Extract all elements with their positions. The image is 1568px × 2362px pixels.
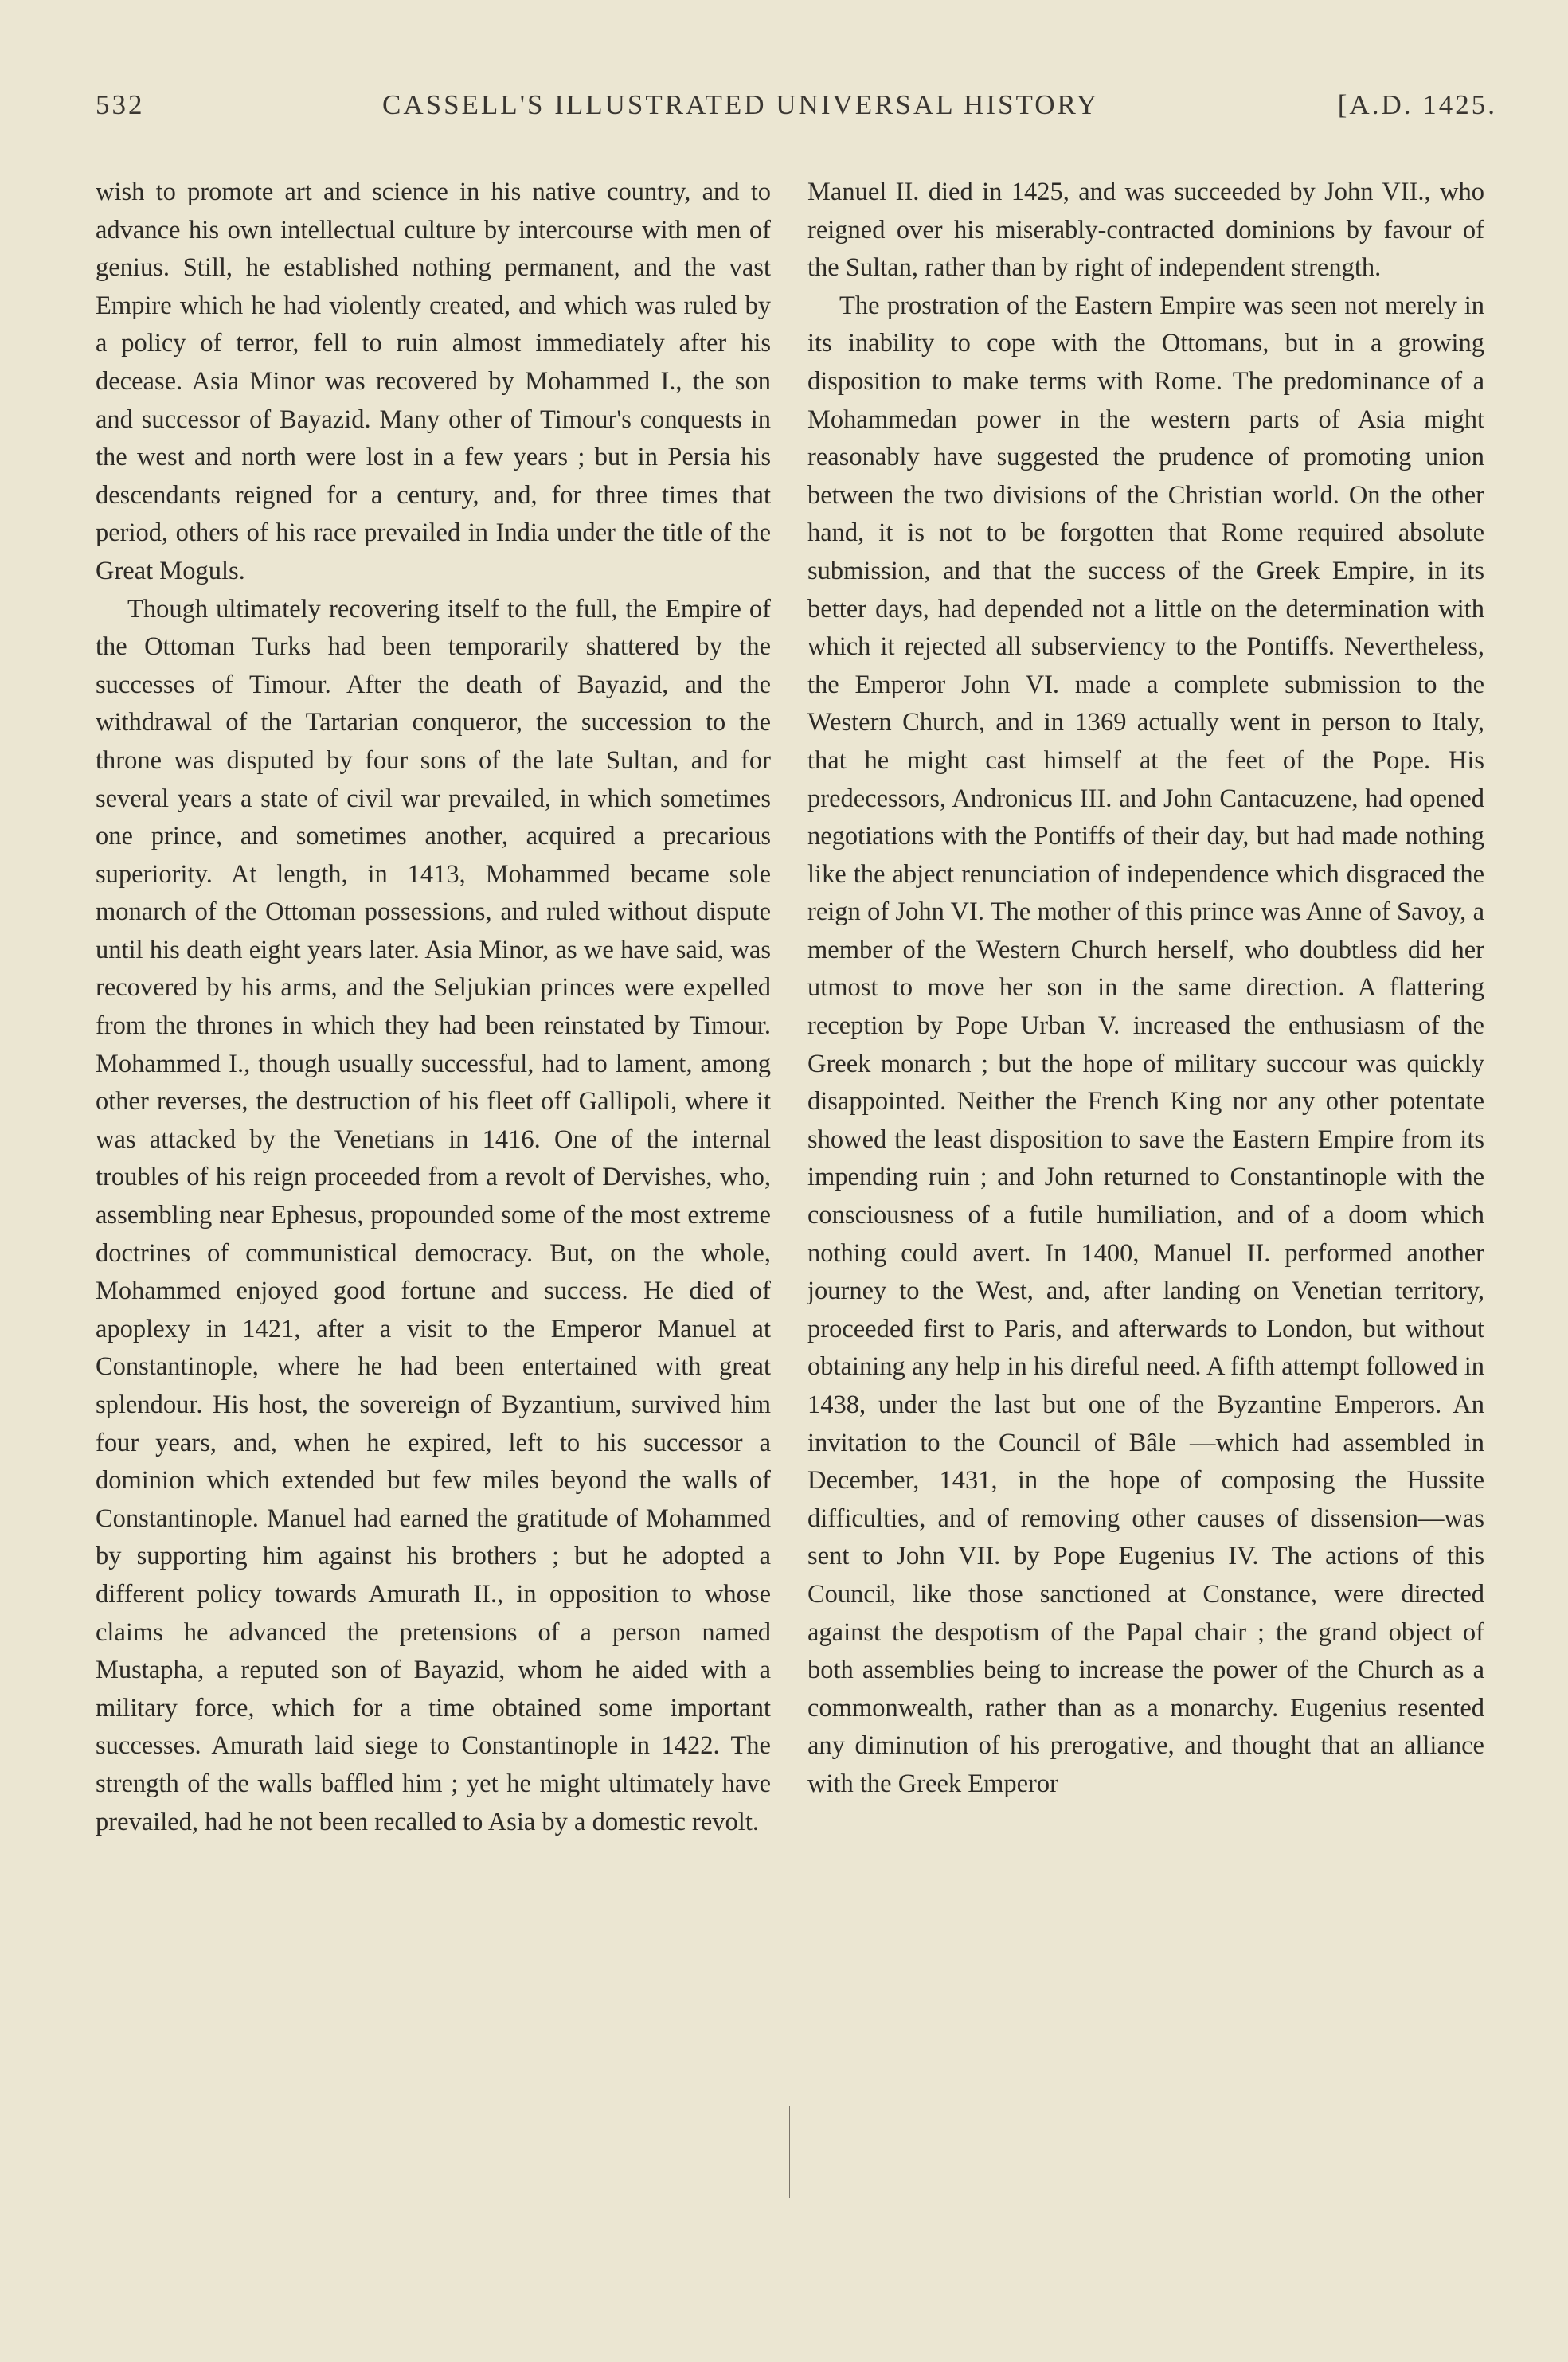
running-header — [96, 89, 1497, 137]
running-title: CASSELL'S ILLUSTRATED UNIVERSAL HISTORY — [382, 89, 1100, 120]
paragraph: Though ultimately recovering itself to the full, the Empire of the Ottoman Turks had been temporarily shattered by the successes of Timour. After the death of Bayazid, and the withdrawal of the Tartarian conqueror, the succession to the throne was disputed by four sons of the late Sultan, and for several years a state of civil war prevailed, in which sometimes one prince, and sometimes another, acquired a precarious superiority. At length, in 1413, Mohammed became sole monarch of the Ottoman possessions, and ruled without dispute until his death eight years later. Asia Minor, as we have said, was recovered by his arms, and the Seljukian princes were expelled from the thrones in which they had been reinstated by Timour. Mohammed I., though usually successful, had to lament, among other reverses, the destruction of his fleet off Gallipoli, where it was attacked by the Venetians in 1416. One of the internal troubles of his reign proceeded from a revolt of Dervishes, who, assembling near Ephesus, propounded some of the most extreme doctrines of communistical democracy. But, on the whole, Mohammed enjoyed good fortune and success. He died of apoplexy in 1421, after a visit to the Emperor Manuel at Constantinople, where he had been entertained with great splendour. His host, the sovereign of Byzantium, survived him four years, and, when he expired, left to his successor a dominion which extended but few miles beyond the walls of Constantinople. Manuel had earned the gratitude of Mohammed by supporting him against his brothers ; but he adopted a different policy towards Amurath II., in opposition to whose claims he advanced the pretensions of a person named Mustapha, a reputed son of Bayazid, whom he aided with a military force, which for a time obtained some important successes. Amurath laid siege to Constantinople in 1422. The strength of the walls baffled him ; yet he might ultimately have prevailed, had he not been recalled to Asia by a domestic revolt. — [96, 594, 771, 1836]
paragraph: wish to promote art and science in his native country, and to advance his own intellectual culture by intercourse with men of genius. Still, he established nothing permanent, and the vast Empire which he had violently created, and which was ruled by a policy of terror, fell to ruin almost immediately after his decease. Asia Minor was recovered by Mohammed I., the son and successor of Bayazid. Many other of Timour's conquests in the west and north were lost in a few years ; but in Persia his descendants reigned for a century, and, for three times that period, others of his race prevailed in India under the title of the Great Moguls. — [96, 178, 771, 585]
header-date: [A.D. 1425. — [1337, 89, 1497, 120]
left-column — [96, 174, 771, 1841]
page-number: 532 — [96, 89, 145, 120]
paragraph: The prostration of the Eastern Empire was seen not merely in its inability to cope with the Ottomans, but in a growing disposition to make terms with Rome. The predominance of a Mohammedan power in the western parts of Asia might reasonably have suggested the prudence of promoting union between the two divisions of the Christian world. On the other hand, it is not to be forgotten that Rome required absolute submission, and that the success of the Greek Empire, in its better days, had depended not a little on the determination with which it rejected all subserviency to the Pontiffs. Nevertheless, the Emperor John VI. made a complete submission to the Western Church, and in 1369 actually went in person to Italy, that he might cast himself at the feet of the Pope. His predecessors, Andronicus III. and John Cantacuzene, had opened negotiations with the Pontiffs of their day, but had made nothing like the abject renunciation of independence which disgraced the reign of John VI. The mother of this prince was Anne of Savoy, a member of the Western Church herself, who doubtless did her utmost to move her son in the same direction. A flattering reception by Pope Urban V. increased the enthusiasm of the Greek monarch ; but the hope of military succour was quickly disappointed. Neither the French King nor any other potentate showed the least disposition to save the Eastern Empire from its impending ruin ; and John returned to Constantinople with the consciousness of a futile humiliation, and of a doom which nothing could avert. In 1400, Manuel II. performed another journey to the West, and, after landing on Venetian territory, proceeded first to Paris, and afterwards to London, but without obtaining any help in his direful need. A fifth attempt followed in 1438, under the last but one of the Byzantine Emperors. An invitation to the Council of Bâle —which had assembled in December, 1431, in the hope of composing the Hussite difficulties, and of removing other causes of dissension—was sent to John VII. by Pope Eugenius IV. The actions of this Council, like those sanctioned at Constance, were directed against the despotism of the Papal chair ; the grand object of both assemblies being to increase the power of the Church as a commonwealth, rather than as a monarchy. Eugenius resented any diminution of his prerogative, and thought that an alliance with the Greek Emperor — [807, 291, 1484, 1798]
column-divider — [789, 2106, 790, 2198]
paragraph: Manuel II. died in 1425, and was succeeded by John VII., who reigned over his miserably-contracted dominions by favour of the Sultan, rather than by right of independent strength. — [807, 178, 1484, 283]
right-column — [807, 174, 1484, 1804]
